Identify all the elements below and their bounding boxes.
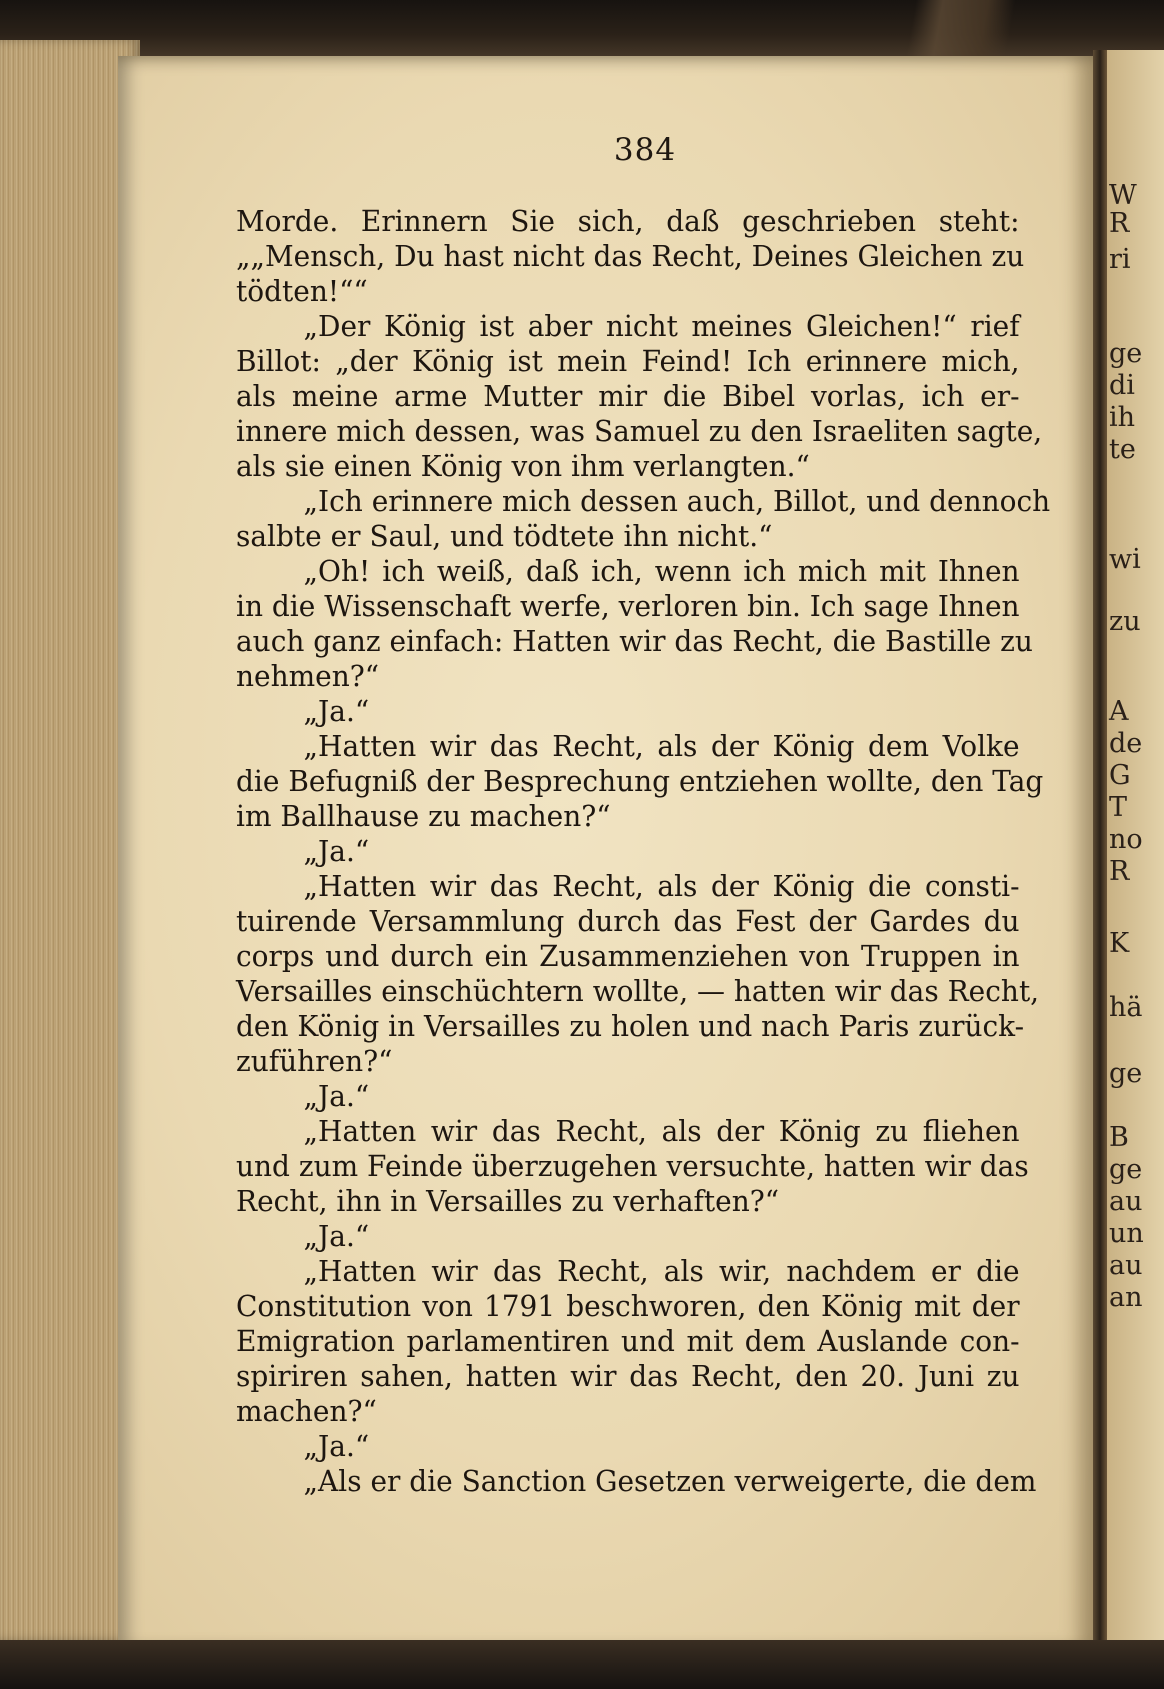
text-line: „Hatten wir das Recht, als wir, nachdem er die [303,1254,1020,1288]
facing-page-text-fragment: ge [1109,1058,1143,1089]
text-line: Recht, ihn in Versailles zu verhaften?“ [236,1184,780,1218]
text-line: auch ganz einfach: Hatten wir das Recht, die Bastille zu [236,624,1033,658]
page-text [236,204,1051,1499]
book-gutter [1093,50,1107,1660]
text-line: innere mich dessen, was Samuel zu den Israeliten sagte, [236,414,1043,448]
text-line: „Ja.“ [303,834,370,868]
text-line: Emigration parlamentiren und mit dem Auslande con- [236,1324,1020,1358]
facing-page-text-fragment: au [1109,1250,1143,1281]
facing-page-text-fragment: di [1109,370,1135,401]
text-line: corps und durch ein Zusammenziehen von Truppen in [236,939,1020,973]
facing-page-text-fragment: T [1109,792,1128,823]
text-line: „Als er die Sanction Gesetzen verweigerte, die dem [303,1464,1037,1498]
text-line: machen?“ [236,1394,377,1428]
facing-page-text-fragment: de [1109,728,1143,759]
text-line: als sie einen König von ihm verlangten.“ [236,449,810,483]
facing-page-text-fragment: ih [1109,402,1136,433]
text-line: „Ja.“ [303,1219,370,1253]
text-line: Billot: „der König ist mein Feind! Ich erinnere mich, [236,344,1020,378]
text-line: in die Wissenschaft werfe, verloren bin. Ich sage Ihnen [236,589,1020,623]
text-line: Constitution von 1791 beschworen, den König mit der [236,1289,1020,1323]
text-line: tuirende Versammlung durch das Fest der Gardes du [236,904,1020,938]
facing-page-text-fragment: R [1109,208,1130,239]
text-line: und zum Feinde überzugehen versuchte, hatten wir das [236,1149,1029,1183]
text-line: den König in Versailles zu holen und nach Paris zurück- [236,1009,1025,1043]
facing-page-text-fragment: wi [1109,544,1141,575]
text-line: die Befugniß der Besprechung entziehen wollte, den Tag [236,764,1044,798]
facing-page-text-fragment: R [1109,856,1130,887]
text-line: zuführen?“ [236,1044,393,1078]
facing-page-text-fragment: G [1109,760,1131,791]
book-bottom-edge [0,1640,1164,1689]
facing-page-text-fragment: A [1109,696,1129,727]
facing-page-fragment [1107,50,1164,1660]
text-line: „Ja.“ [303,694,370,728]
facing-page-text-fragment: no [1109,824,1143,855]
text-line: spiriren sahen, hatten wir das Recht, den 20. Juni zu [236,1359,1020,1393]
text-line: salbte er Saul, und tödtete ihn nicht.“ [236,519,773,553]
facing-page-text-fragment: B [1109,1122,1129,1153]
facing-page-text-fragment: hä [1109,992,1143,1023]
facing-page-text-fragment: te [1109,434,1136,465]
text-line: Morde. Erinnern Sie sich, daß geschrieben steht: [236,204,1020,238]
text-line: „Ja.“ [303,1429,370,1463]
facing-page-text-fragment: W [1109,180,1137,211]
text-line: „„Mensch, Du hast nicht das Recht, Deines Gleichen zu [236,239,1025,273]
text-line: „Ich erinnere mich dessen auch, Billot, und dennoch [303,484,1051,518]
text-line: „Hatten wir das Recht, als der König dem Volke [303,729,1020,763]
text-line: als meine arme Mutter mir die Bibel vorlas, ich er- [236,379,1020,413]
facing-page-text-fragment: ge [1109,1154,1143,1185]
facing-page-text-fragment: K [1109,928,1130,959]
page-number: 384 [613,132,677,168]
text-line: nehmen?“ [236,659,380,693]
text-line: „Ja.“ [303,1079,370,1113]
text-line: „Hatten wir das Recht, als der König die consti- [303,869,1020,903]
facing-page-text-fragment: ge [1109,338,1143,369]
facing-page-text-fragment: un [1109,1218,1144,1249]
text-line: im Ballhause zu machen?“ [236,799,611,833]
text-line: Versailles einschüchtern wollte, — hatten wir das Recht, [236,974,1040,1008]
text-line: tödten!““ [236,274,368,308]
bookmark-ribbon [880,0,1050,62]
facing-page-text-fragment: an [1109,1282,1143,1313]
facing-page-text-fragment: ri [1109,244,1131,275]
text-line: „Hatten wir das Recht, als der König zu fliehen [303,1114,1020,1148]
text-line: „Der König ist aber nicht meines Gleichen!“ rief [303,309,1020,343]
text-line: „Oh! ich weiß, daß ich, wenn ich mich mit Ihnen [303,554,1020,588]
facing-page-text-fragment: zu [1109,606,1141,637]
facing-page-text-fragment: au [1109,1186,1143,1217]
